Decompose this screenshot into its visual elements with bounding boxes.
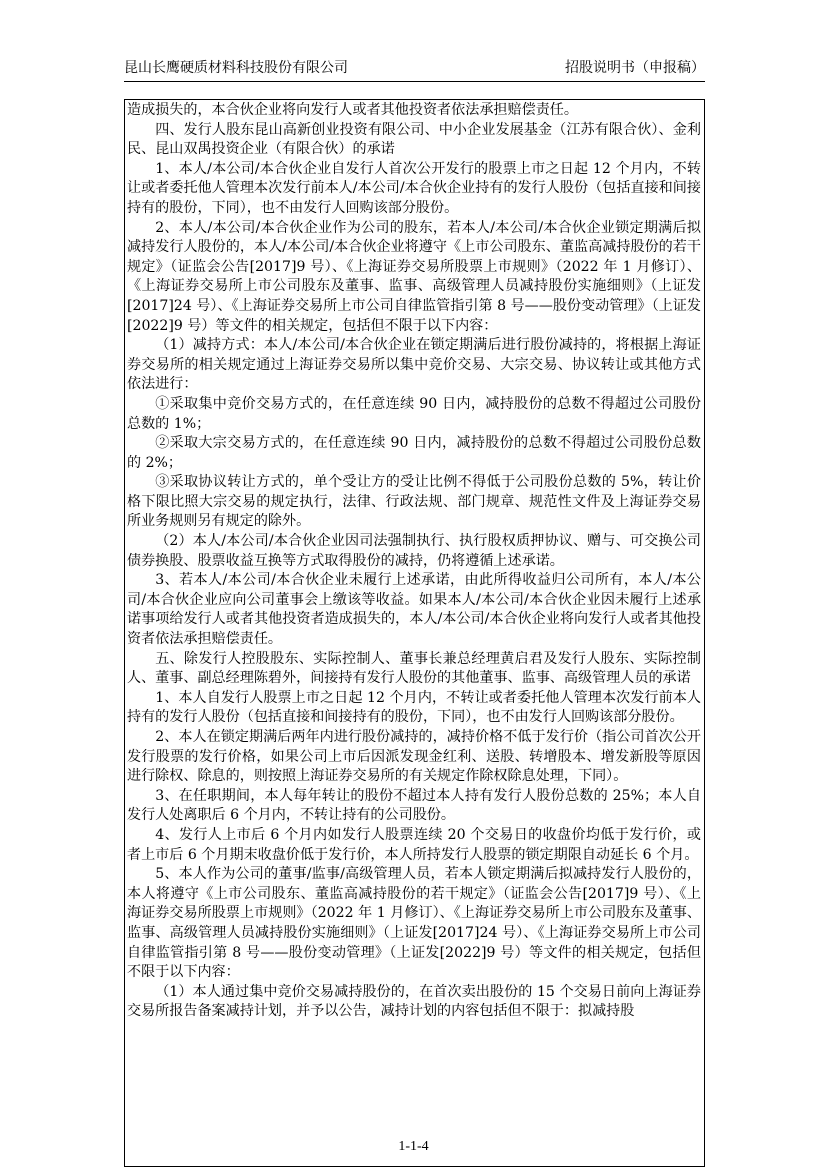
paragraph: （2）本人/本公司/本合伙企业因司法强制执行、执行股权质押协议、赠与、可交换公司债券换股、股票收益互换等方式取得股份的减持，仍将遵循上述承诺。 <box>127 533 701 569</box>
paragraph: （1）减持方式：本人/本公司/本合伙企业在锁定期满后进行股份减持的，将根据上海证券交易所的相关规定通过上海证券交易所以集中竞价交易、大宗交易、协议转让或其他方式依法进行： <box>127 337 701 393</box>
document-title: 招股说明书（申报稿） <box>565 60 705 76</box>
paragraph: 造成损失的，本合伙企业将向发行人或者其他投资者依法承担赔偿责任。 <box>127 102 578 118</box>
paragraph: 1、本人自发行人股票上市之日起 12 个月内，不转让或者委托他人管理本次发行前本人持有的发行人股份（包括直接和间接持有的股份，下同），也不由发行人回购该部分股份。 <box>127 689 701 726</box>
paragraph: 4、发行人上市后 6 个月内如发行人股票连续 20 个交易日的收盘价均低于发行价，或者上市后 6 个月期末收盘价低于发行价，本人所持发行人股票的锁定期限自动延长 6 个月。 <box>127 826 701 863</box>
page-header <box>124 56 705 80</box>
body-text <box>127 101 701 1022</box>
paragraph: 2、本人在锁定期满后两年内进行股份减持的，减持价格不低于发行价（指公司首次公开发行股票的发行价格，如果公司上市后因派发现金红利、送股、转增股本、增发新股等原因进行除权、除息的，则按照上海证券交易所的有关规定作除权除息处理，下同）。 <box>127 729 701 785</box>
section-heading-5: 五、除发行人控股股东、实际控制人、董事长兼总经理黄启君及发行人股东、实际控制人、董事、副总经理陈碧外，间接持有发行人股份的其他董事、监事、高级管理人员的承诺 <box>127 650 701 687</box>
paragraph: （1）本人通过集中竞价交易减持股份的，在首次卖出股份的 15 个交易日前向上海证券交易所报告备案减持计划，并予以公告，减持计划的内容包括但不限于：拟减持股 <box>127 983 701 1020</box>
list-item: ③采取协议转让方式的，单个受让方的受让比例不得低于公司股份总数的 5%，转让价格下限比照大宗交易的规定执行，法律、行政法规、部门规章、规范性文件及上海证券交易所业务规则另有规定的除外。 <box>127 474 701 530</box>
list-item: ①采取集中竞价交易方式的，在任意连续 90 日内，减持股份的总数不得超过公司股份总数的 1%； <box>127 395 701 432</box>
list-item: ②采取大宗交易方式的，在任意连续 90 日内，减持股份的总数不得超过公司股份总数的 2%； <box>127 435 701 471</box>
company-name: 昆山长鹰硬质材料科技股份有限公司 <box>124 60 348 76</box>
paragraph: 3、在任职期间，本人每年转让的股份不超过本人持有发行人股份总数的 25%；本人自发行人处离职后 6 个月内，不转让持有的公司股份。 <box>127 787 701 824</box>
header-divider <box>124 81 705 82</box>
paragraph: 2、本人/本公司/本合伙企业作为公司的股东，若本人/本公司/本合伙企业锁定期满后拟减持发行人股份的，本人/本公司/本合伙企业将遵守《上市公司股东、董监高减持股份的若干规定》（证监会公告[2017]9 号）、《上海证券交易所股票上市规则》（2022 年 1 月修订）、《上海证券交易所上市公司股东及董事、监事、高级管理人员减持股份实施细则》（上证发[2017]24 号）、《上海证券交易所上市公司自律监管指引第 8 号——股份变动管理》（上证发[2022]9 号）等文件的相关规定，包括但不限于以下内容： <box>127 219 701 334</box>
paragraph: 1、本人/本公司/本合伙企业自发行人首次公开发行的股票上市之日起 12 个月内，不转让或者委托他人管理本次发行前本人/本公司/本合伙企业持有的发行人股份（包括直接和间接持有的股份，下同），也不由发行人回购该部分股份。 <box>127 160 701 216</box>
section-heading-4: 四、发行人股东昆山高新创业投资有限公司、中小企业发展基金（江苏有限合伙）、金利民、昆山双禺投资企业（有限合伙）的承诺 <box>127 121 701 158</box>
paragraph: 3、若本人/本公司/本合伙企业未履行上述承诺，由此所得收益归公司所有，本人/本公司/本合伙企业应向公司董事会上缴该等收益。如果本人/本公司/本合伙企业因未履行上述承诺事项给发行人或者其他投资者造成损失的，本人/本公司/本合伙企业将向发行人或者其他投资者依法承担赔偿责任。 <box>127 572 701 648</box>
paragraph: 5、本人作为公司的董事/监事/高级管理人员，若本人锁定期满后拟减持发行人股份的，本人将遵守《上市公司股东、董监高减持股份的若干规定》（证监会公告[2017]9 号）、《上海证券交易所股票上市规则》（2022 年 1 月修订）、《上海证券交易所上市公司股东及董事、监事、高级管理人员减持股份实施细则》（上证发[2017]24 号）、《上海证券交易所上市公司自律监管指引第 8 号——股份变动管理》（上证发[2022]9 号）等文件的相关规定，包括但不限于以下内容： <box>127 866 701 981</box>
page-number: 1-1-4 <box>398 1139 429 1154</box>
